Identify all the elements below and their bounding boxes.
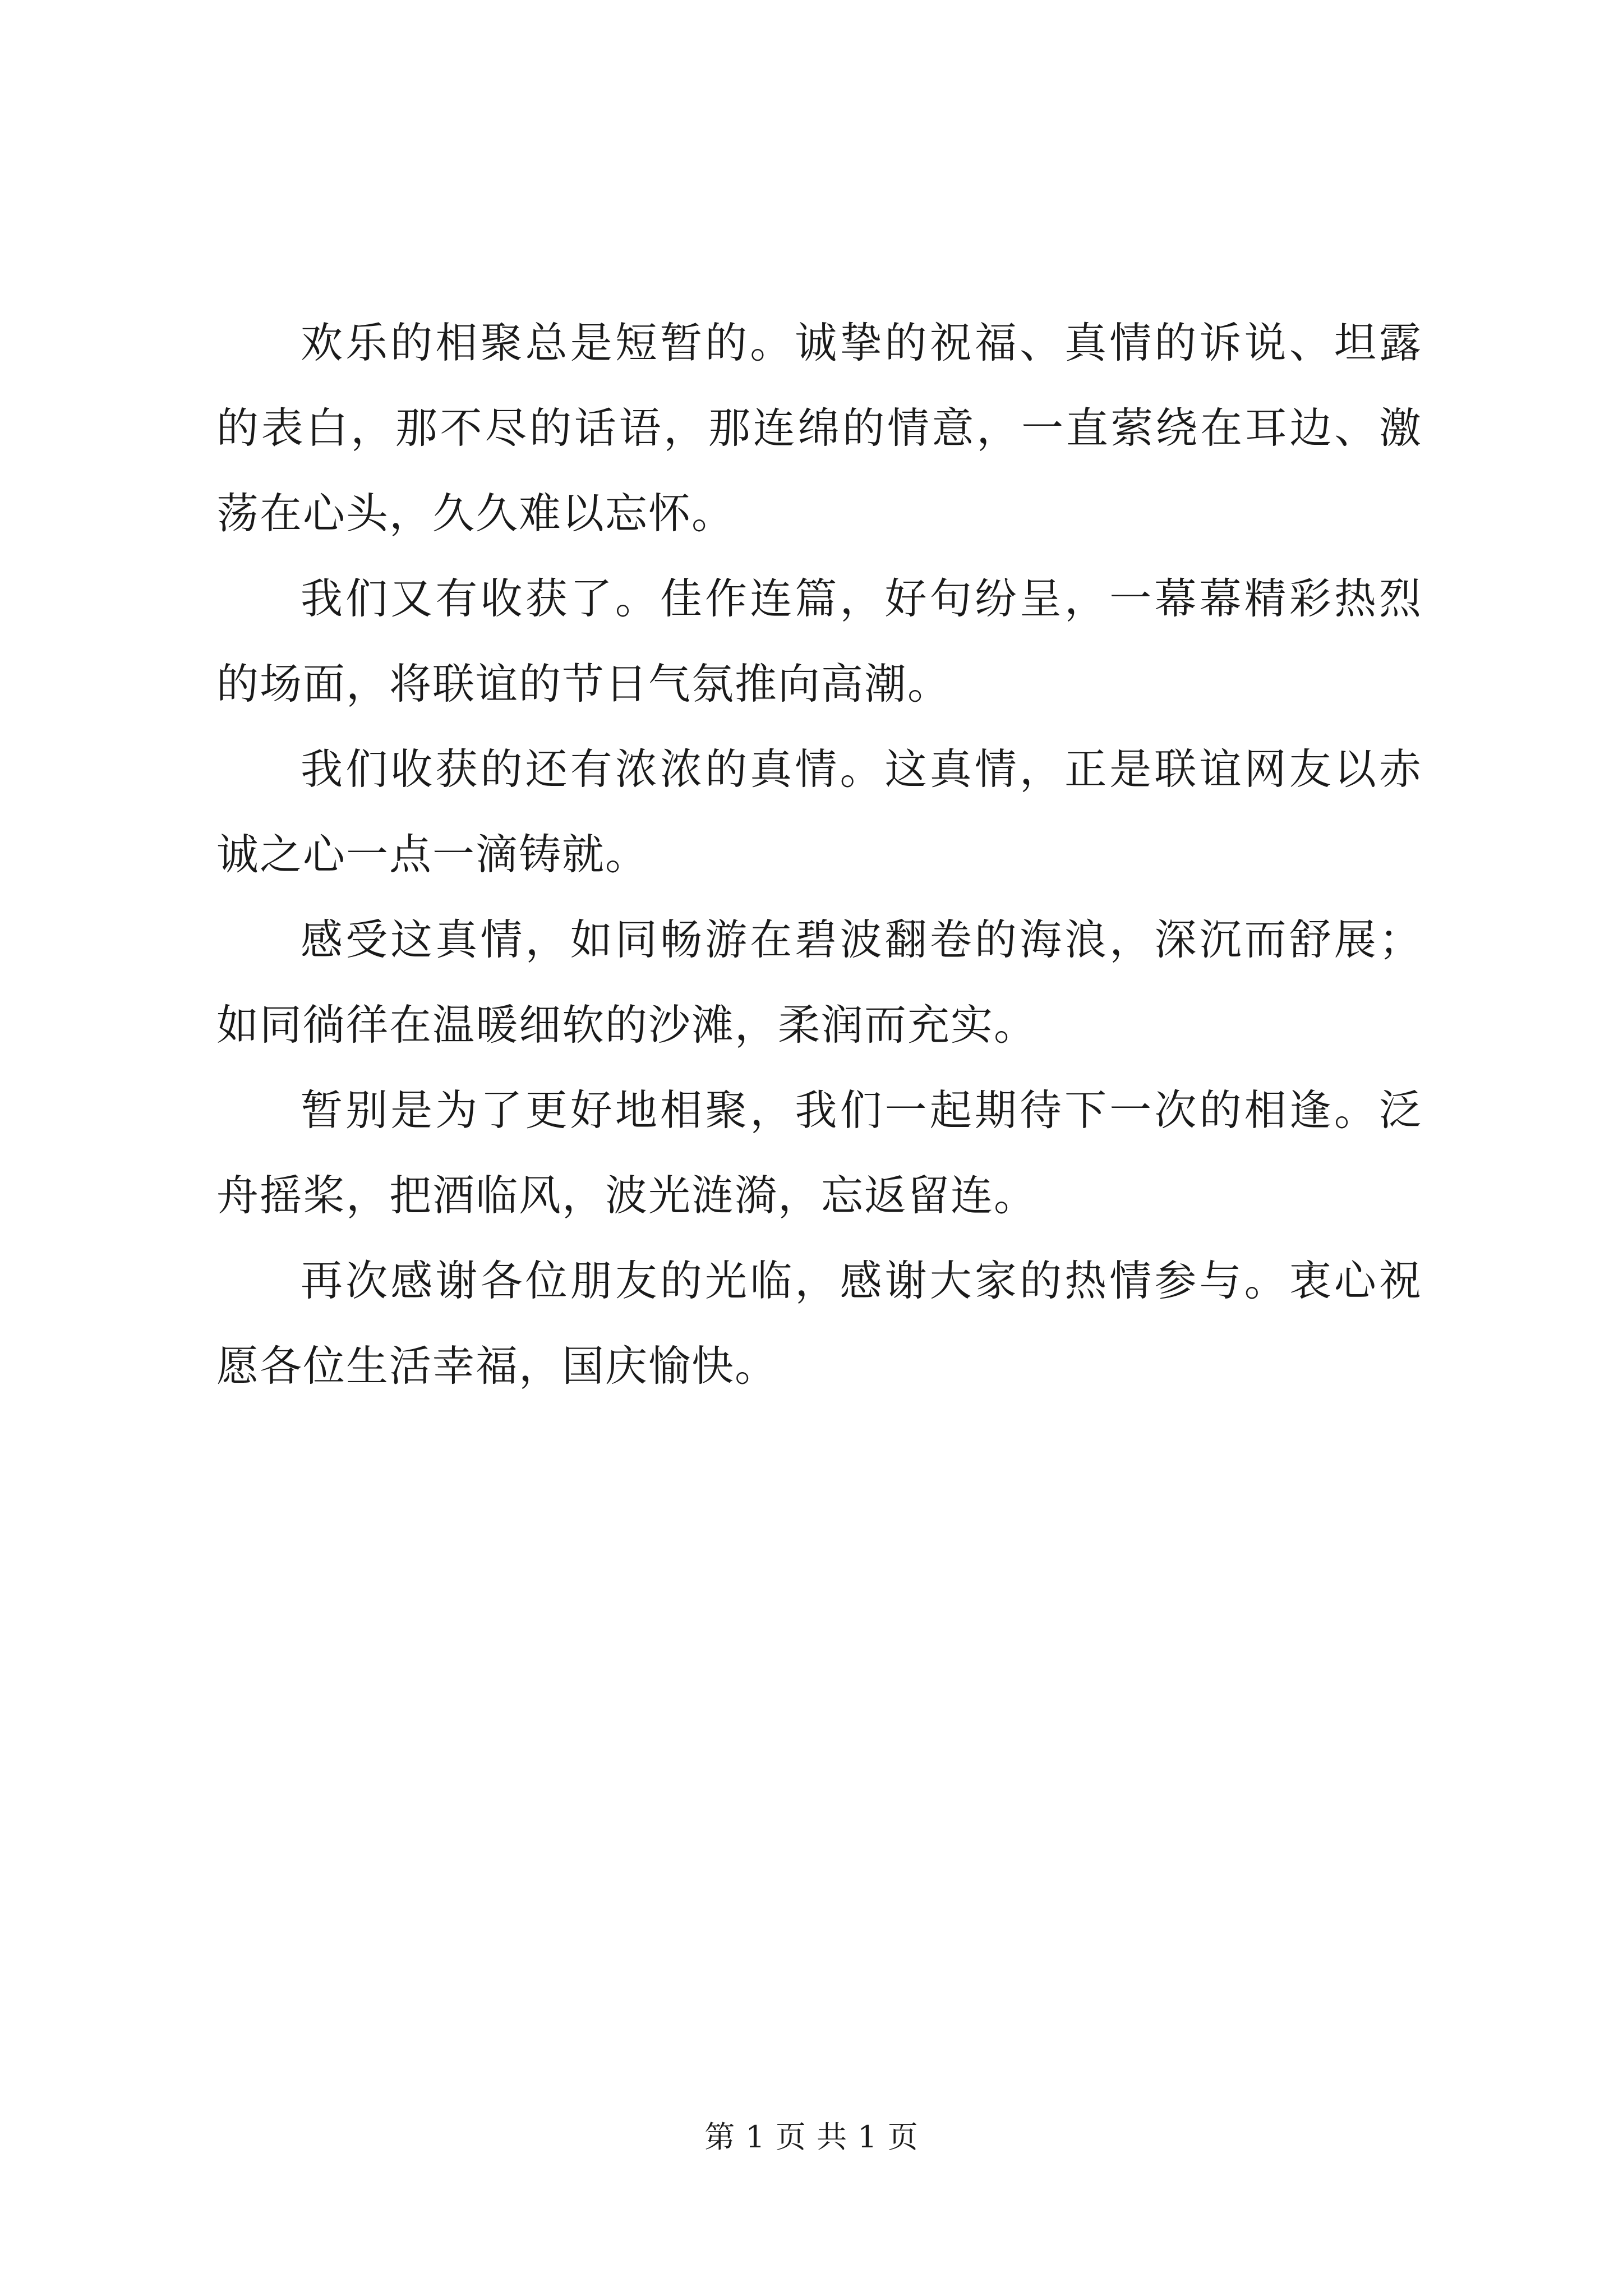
paragraph: 我们又有收获了。佳作连篇，好句纷呈，一幕幕精彩热烈的场面，将联谊的节日气氛推向高潮。: [216, 574, 1422, 708]
document-body: [216, 300, 1422, 1409]
paragraph: 感受这真情，如同畅游在碧波翻卷的海浪，深沉而舒展；如同徜徉在温暖细软的沙滩，柔润而充实。: [216, 915, 1422, 1050]
paragraph: 暂别是为了更好地相聚，我们一起期待下一次的相逢。泛舟摇桨，把酒临风，波光涟漪，忘返留连。: [216, 1085, 1422, 1220]
paragraph: 我们收获的还有浓浓的真情。这真情，正是联谊网友以赤诚之心一点一滴铸就。: [216, 744, 1422, 879]
paragraph: 再次感谢各位朋友的光临，感谢大家的热情参与。衷心祝愿各位生活幸福，国庆愉快。: [216, 1256, 1422, 1391]
page-number-footer: 第 1 页 共 1 页: [704, 2119, 919, 2155]
paragraph: 欢乐的相聚总是短暂的。诚挚的祝福、真情的诉说、坦露的表白，那不尽的话语，那连绵的情意，一直萦绕在耳边、激荡在心头，久久难以忘怀。: [216, 318, 1422, 538]
